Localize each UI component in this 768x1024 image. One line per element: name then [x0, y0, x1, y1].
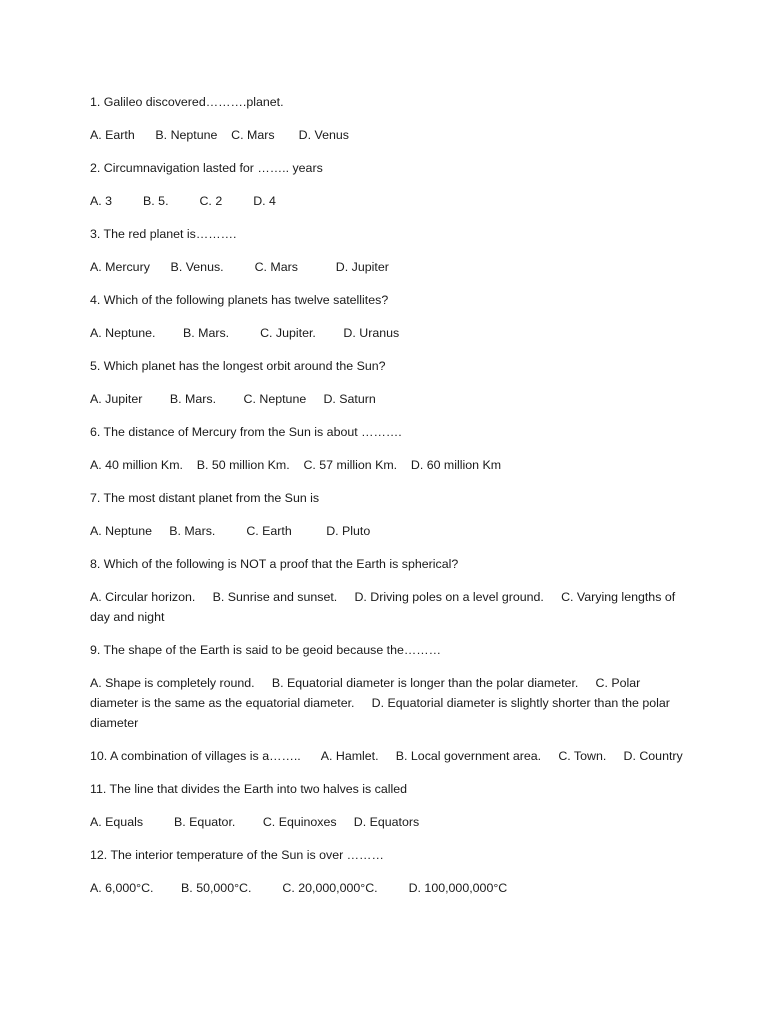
question-5: 5. Which planet has the longest orbit around the Sun?	[90, 359, 386, 373]
question-11: 11. The line that divides the Earth into two halves is called	[90, 782, 408, 796]
options-6: A. 40 million Km. B. 50 million Km. C. 57 million Km. D. 60 million Km	[90, 458, 502, 472]
options-5: A. Jupiter B. Mars. C. Neptune D. Saturn	[90, 392, 376, 406]
options-8: A. Circular horizon. B. Sunrise and sunset. D. Driving poles on a level ground. C. Varying lengths of day and night	[90, 590, 679, 624]
question-3: 3. The red planet is……….	[90, 227, 237, 241]
options-2: A. 3 B. 5. C. 2 D. 4	[90, 194, 276, 208]
question-2: 2. Circumnavigation lasted for …….. years	[90, 161, 323, 175]
question-9: 9. The shape of the Earth is said to be geoid because the………	[90, 643, 442, 657]
options-11: A. Equals B. Equator. C. Equinoxes D. Equators	[90, 815, 420, 829]
question-4: 4. Which of the following planets has twelve satellites?	[90, 293, 389, 307]
options-12: A. 6,000°C. B. 50,000°C. C. 20,000,000°C. D. 100,000,000°C	[90, 881, 508, 895]
question-10: 10. A combination of villages is a…….. A. Hamlet. B. Local government area. C. Town. D. Country	[90, 749, 683, 763]
options-9: A. Shape is completely round. B. Equatorial diameter is longer than the polar diameter. C. Polar diameter is the same as the equatorial diameter. D. Equatorial diameter is slightly shorter than the polar diameter	[90, 676, 674, 730]
question-8: 8. Which of the following is NOT a proof that the Earth is spherical?	[90, 557, 459, 571]
question-6: 6. The distance of Mercury from the Sun is about ……….	[90, 425, 402, 439]
question-1: 1. Galileo discovered……….planet.	[90, 95, 284, 109]
question-7: 7. The most distant planet from the Sun is	[90, 491, 320, 505]
quiz-content	[90, 92, 690, 911]
options-4: A. Neptune. B. Mars. C. Jupiter. D. Uranus	[90, 326, 400, 340]
options-3: A. Mercury B. Venus. C. Mars D. Jupiter	[90, 260, 389, 274]
options-1: A. Earth B. Neptune C. Mars D. Venus	[90, 128, 349, 142]
question-12: 12. The interior temperature of the Sun is over ………	[90, 848, 384, 862]
options-7: A. Neptune B. Mars. C. Earth D. Pluto	[90, 524, 371, 538]
